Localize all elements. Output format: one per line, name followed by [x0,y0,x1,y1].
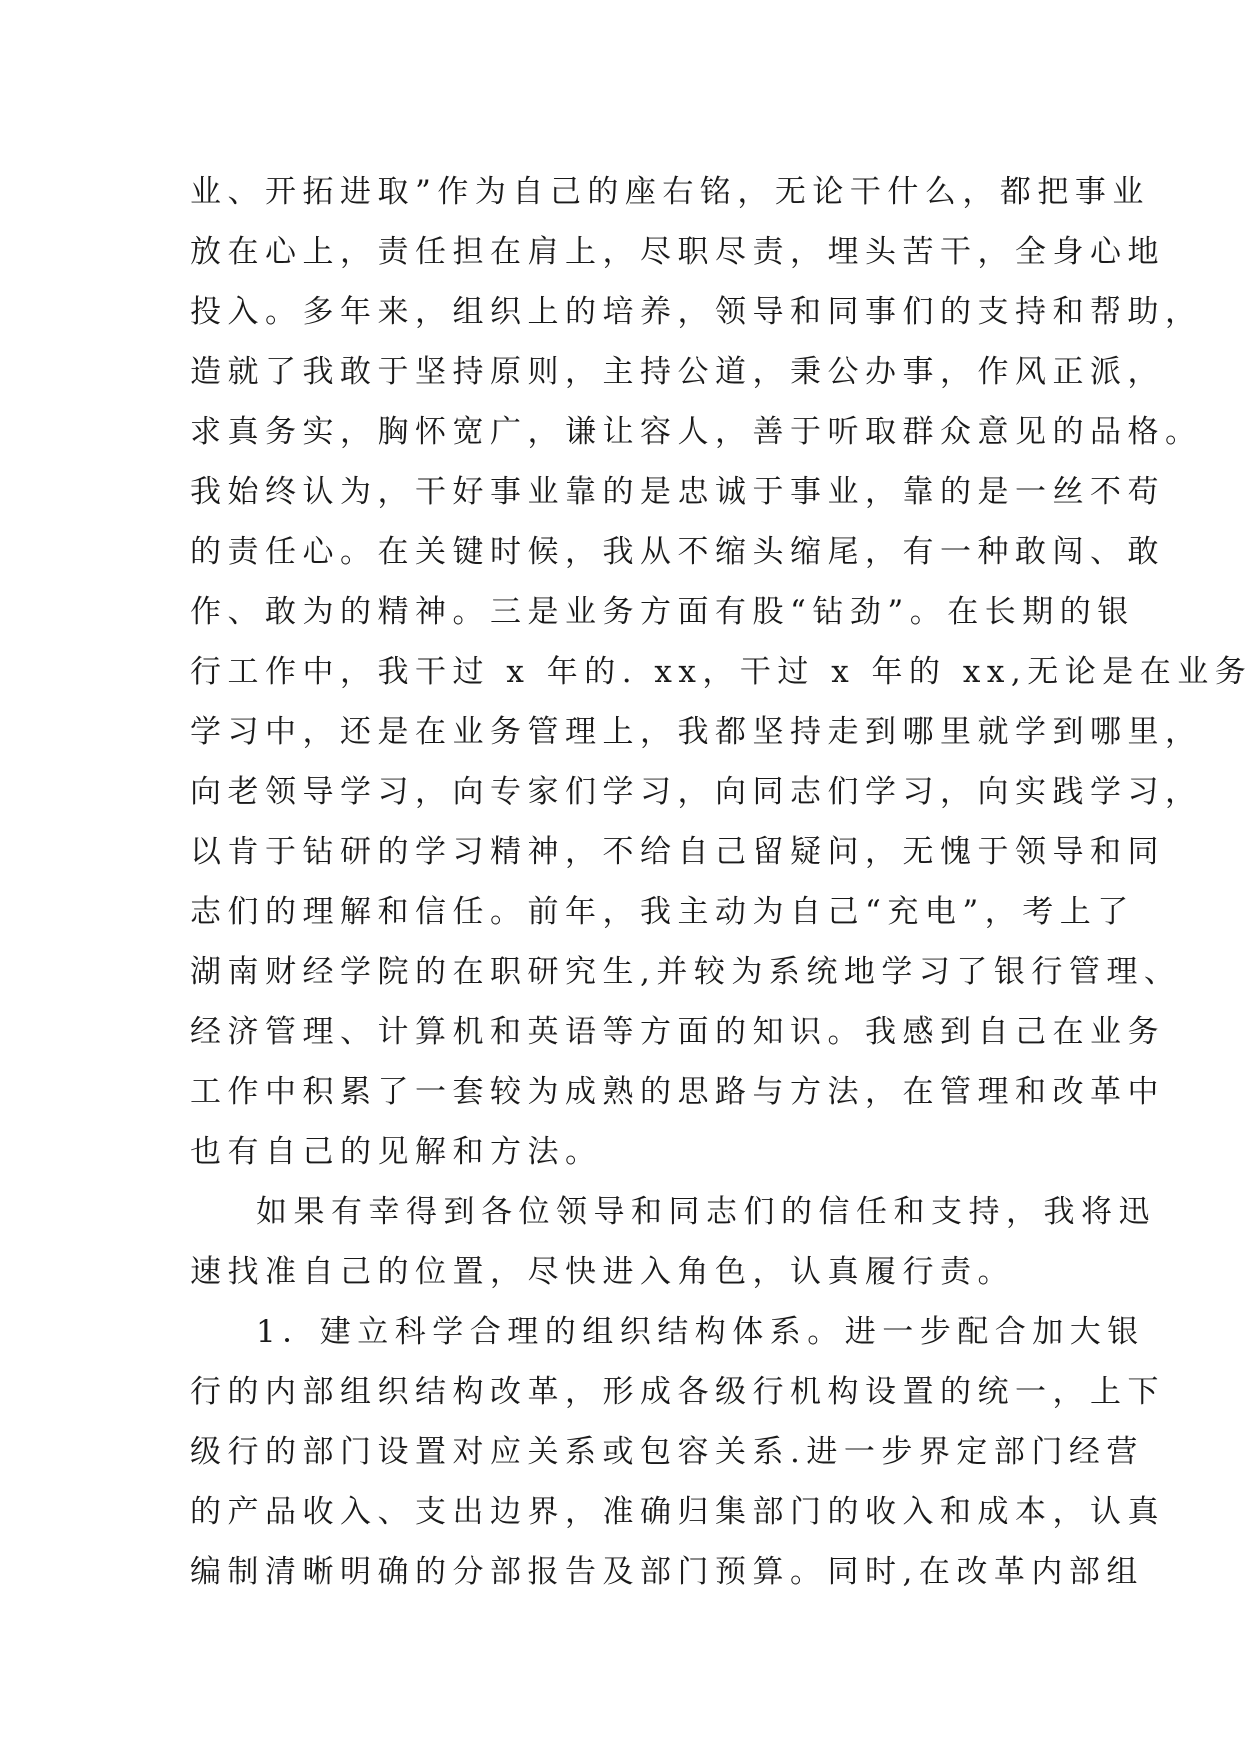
text-line: 也有自己的见解和方法。 [190,1134,603,1170]
text-line: 级行的部门设置对应关系或包容关系.进一步界定部门经营 [190,1434,1144,1470]
text-line: 湖南财经学院的在职研究生,并较为系统地学习了银行管理、 [190,954,1182,990]
text-line: 的产品收入、支出边界，准确归集部门的收入和成本，认真 [190,1494,1165,1530]
text-line: 编制清晰明确的分部报告及部门预算。同时,在改革内部组 [190,1554,1144,1590]
text-line: 经济管理、计算机和英语等方面的知识。我感到自己在业务 [190,1014,1165,1050]
text-line: 行的内部组织结构改革，形成各级行机构设置的统一，上下 [190,1374,1165,1410]
text-line-paragraph-start: 1．建立科学合理的组织结构体系。进一步配合加大银 [256,1314,1145,1350]
text-line: 行工作中，我干过 x 年的. xx，干过 x 年的 xx,无论是在业务 [190,654,1252,690]
text-line: 工作中积累了一套较为成熟的思路与方法，在管理和改革中 [190,1074,1165,1110]
text-line: 我始终认为，干好事业靠的是忠诚于事业，靠的是一丝不苟 [190,474,1165,510]
text-line: 造就了我敢于坚持原则，主持公道，秉公办事，作风正派， [190,354,1165,390]
text-line: 投入。多年来，组织上的培养，领导和同事们的支持和帮助， [190,294,1203,330]
text-line-paragraph-start: 如果有幸得到各位领导和同志们的信任和支持，我将迅 [256,1194,1156,1230]
text-line: 以肯于钻研的学习精神，不给自己留疑问，无愧于领导和同 [190,834,1165,870]
text-line: 学习中，还是在业务管理上，我都坚持走到哪里就学到哪里， [190,714,1203,750]
text-line: 放在心上，责任担在肩上，尽职尽责，埋头苦干，全身心地 [190,234,1165,270]
body-text [190,162,1252,1602]
text-line: 向老领导学习，向专家们学习，向同志们学习，向实践学习， [190,774,1203,810]
text-line: 业、开拓进取”作为自己的座右铭，无论干什么，都把事业 [190,174,1150,210]
text-line: 的责任心。在关键时候，我从不缩头缩尾，有一种敢闯、敢 [190,534,1165,570]
text-line: 速找准自己的位置，尽快进入角色，认真履行责。 [190,1254,1015,1290]
text-line: 作、敢为的精神。三是业务方面有股“钻劲”。在长期的银 [190,594,1135,630]
text-line: 求真务实，胸怀宽广，谦让容人，善于听取群众意见的品格。 [190,414,1203,450]
text-line: 志们的理解和信任。前年，我主动为自己“充电”，考上了 [190,894,1135,930]
